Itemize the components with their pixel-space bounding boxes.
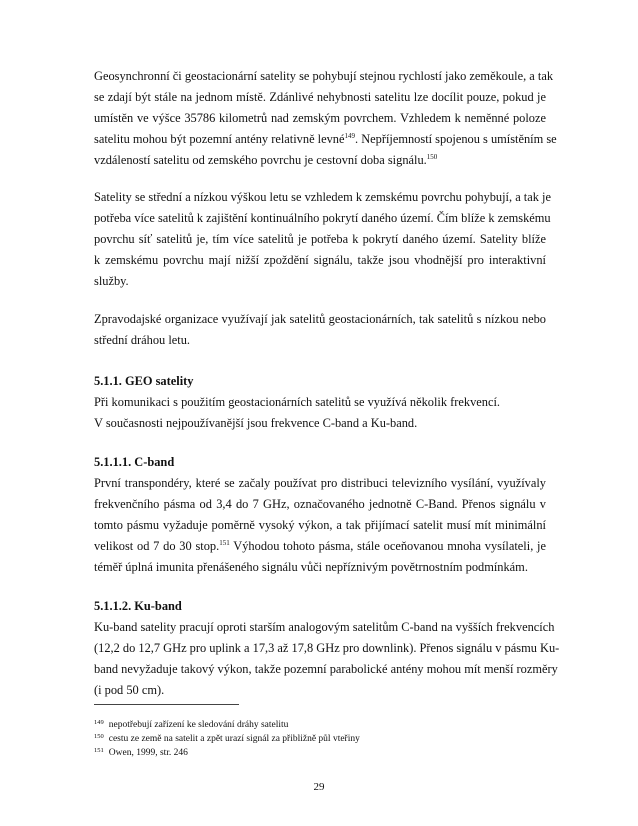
footnote-divider xyxy=(94,704,239,705)
page-number: 29 xyxy=(313,781,325,793)
text-line: potřeba více satelitů k zajištění kontinuálního pokrytí daného území. Čím blíže k zemskému xyxy=(94,211,551,225)
section-heading: 5.1.1. GEO satelity xyxy=(94,374,194,388)
text-line: band nevyžaduje takový výkon, takže pozemní parabolické antény mohou mít menší rozměry xyxy=(94,662,558,676)
text-line: Při komunikaci s použitím geostacionárních satelitů se využívá několik frekvencí. xyxy=(94,395,501,409)
footnote-150 xyxy=(94,731,544,745)
text-line: povrchu síť satelitů je, tím více satelitů je potřeba k pokrytí daného území. Satelity blíže xyxy=(94,232,546,246)
text-span: vzdáleností satelitu od zemského povrchu je cestovní doba signálu. xyxy=(94,153,427,167)
footnote-ref-149[interactable]: 149 xyxy=(344,132,355,140)
footnote-149 xyxy=(94,717,544,731)
text-line: k zemskému povrchu mají nižší zpoždění signálu, takže jsou vhodnější pro interaktivní xyxy=(94,253,546,267)
text-line: Ku-band satelity pracují oproti starším analogovým satelitům C-band na vyšších frekvencích xyxy=(94,620,555,634)
text-line: Satelity se střední a nízkou výškou letu se vzhledem k zemskému povrchu pohybují, a tak je xyxy=(94,190,551,204)
text-line: střední dráhou letu. xyxy=(94,333,191,347)
footnote-text: nepotřebují zařízení ke sledování dráhy satelitu xyxy=(108,720,289,730)
text-line: umístěn ve výšce 35786 kilometrů nad zemským povrchem. Vzhledem k neměnné poloze xyxy=(94,111,546,125)
text-line: téměř úplná imunita přenášeného signálu vůči nepříznivým povětrnostním podmínkám. xyxy=(94,560,528,574)
footnote-ref-150[interactable]: 150 xyxy=(426,153,438,161)
paragraph-news-organizations xyxy=(94,309,546,351)
footnote-text: Owen, 1999, str. 246 xyxy=(108,748,188,758)
section-c-band xyxy=(94,452,546,578)
text-span: Výhodou tohoto pásma, stále oceňovanou mnoha vysílateli, je xyxy=(229,539,547,553)
section-ku-band xyxy=(94,596,560,701)
footnote-ref-151[interactable]: 151 xyxy=(219,539,230,547)
text-line: frekvenčního pásma od 3,4 do 7 GHz, označovaného jednotně C-Band. Přenos signálu v xyxy=(94,497,546,511)
text-line: Geosynchronní či geostacionární satelity se pohybují stejnou rychlostí jako zeměkoule, a tak xyxy=(94,69,554,83)
text-line xyxy=(94,150,546,171)
footnote-151 xyxy=(94,745,544,759)
text-line: První transpondéry, které se začaly používat pro distribuci televizního vysílání, využívaly xyxy=(94,476,546,490)
section-heading: 5.1.1.1. C-band xyxy=(94,455,175,469)
text-span: velikost od 7 do 30 stop. xyxy=(94,539,220,553)
text-line: (i pod 50 cm). xyxy=(94,683,165,697)
paragraph-medium-low-orbit xyxy=(94,187,551,292)
section-heading: 5.1.1.2. Ku-band xyxy=(94,599,182,613)
paragraph-geosynchronous xyxy=(94,66,557,171)
footnote-text: cestu ze země na satelit a zpět urazí signál za přibližně půl vteřiny xyxy=(108,734,360,744)
text-line: služby. xyxy=(94,274,129,288)
section-geo-satellites xyxy=(94,371,546,434)
text-line: tomto pásmu vyžaduje poměrně vysoký výkon, a tak přijímací satelit musí mít minimální xyxy=(94,518,546,532)
text-line: Zpravodajské organizace využívají jak satelitů geostacionárních, tak satelitů s nízkou nebo xyxy=(94,312,546,326)
footnote-number: 150 xyxy=(94,733,104,740)
text-span: . Nepříjemností spojenou s umístěním se xyxy=(355,132,557,146)
text-span: satelitu mohou být pozemní antény relativně levné xyxy=(94,132,345,146)
text-line: se zdají být stále na jednom místě. Zdánlivé nehybnosti satelitu lze docílit pouze, pokud je xyxy=(94,90,546,104)
text-line xyxy=(94,536,546,557)
text-line xyxy=(94,129,557,150)
footnote-number: 151 xyxy=(94,747,104,754)
text-line: (12,2 do 12,7 GHz pro uplink a 17,3 až 17,8 GHz pro downlink). Přenos signálu v pásmu Ku- xyxy=(94,641,560,655)
footnote-number: 149 xyxy=(94,719,104,726)
text-line: V současnosti nejpoužívanější jsou frekvence C-band a Ku-band. xyxy=(94,416,418,430)
